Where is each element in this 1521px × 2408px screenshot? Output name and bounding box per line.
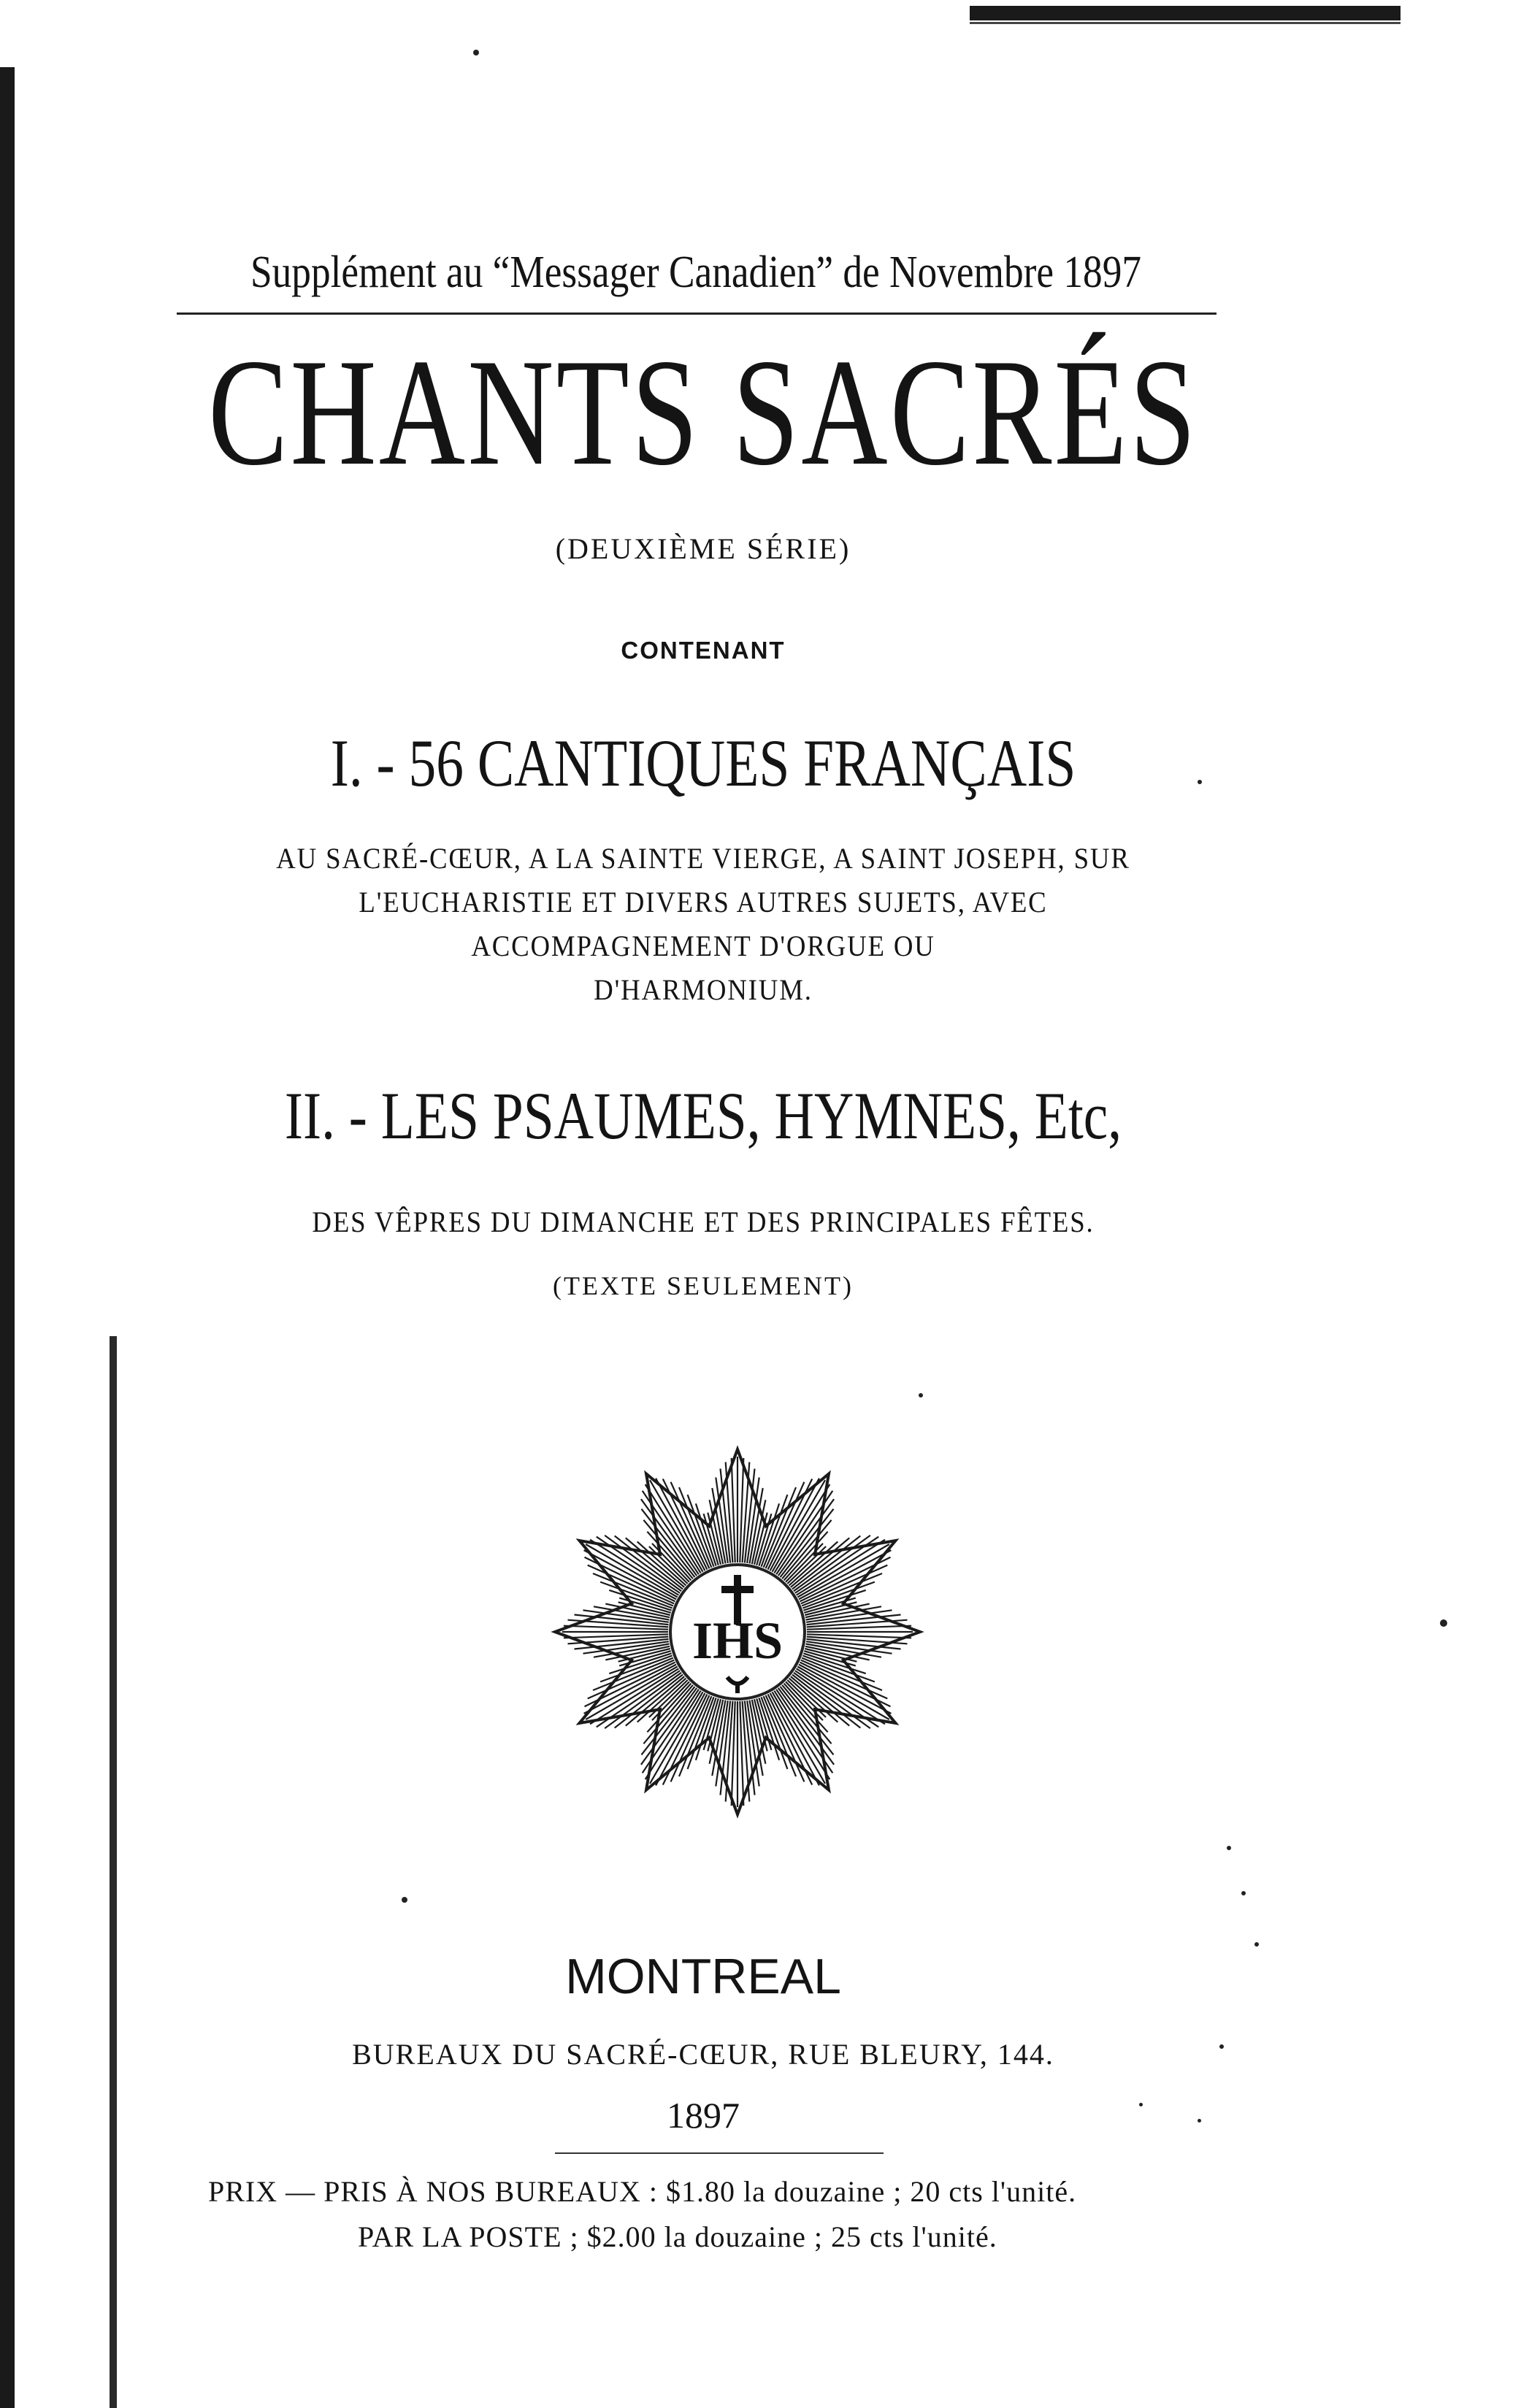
section-1-description-line: L'EUCHARISTIE ET DIVERS AUTRES SUJETS, AVEC — [359, 886, 1048, 919]
imprint-city: MONTREAL — [565, 1949, 841, 2004]
section-2-heading: II. - LES PSAUMES, HYMNES, Etc, — [284, 1078, 1122, 1153]
scan-speck — [473, 50, 479, 55]
scan-speck — [1254, 1942, 1259, 1947]
imprint-address: BUREAUX DU SACRÉ-CŒUR, RUE BLEURY, 144. — [352, 2038, 1054, 2071]
emblem-monogram: IHS — [691, 1611, 784, 1670]
scan-speck — [1241, 1891, 1246, 1895]
supplement-line: Supplément au “Messager Canadien” de Novembre 1897 — [250, 248, 1142, 297]
scan-speck — [1440, 1619, 1447, 1627]
section-2-note: (TEXTE SEULEMENT) — [553, 1271, 854, 1300]
section-1-description-line: AU SACRÉ-CŒUR, A LA SAINTE VIERGE, A SAINT JOSEPH, SUR — [276, 842, 1130, 875]
price-line-1: PRIX — PRIS À NOS BUREAUX : $1.80 la douzaine ; 20 cts l'unité. — [208, 2175, 1077, 2208]
section-1-heading: I. - 56 CANTIQUES FRANÇAIS — [330, 726, 1076, 800]
section-2-description: DES VÊPRES DU DIMANCHE ET DES PRINCIPALES FÊTES. — [312, 1205, 1095, 1238]
contents-label: CONTENANT — [621, 637, 786, 664]
scan-speck — [1227, 1846, 1231, 1850]
scan-speck — [1198, 780, 1202, 784]
supplement-rule — [177, 312, 1217, 315]
price-line-2: PAR LA POSTE ; $2.00 la douzaine ; 25 cts l'unité. — [358, 2220, 997, 2253]
imprint-year: 1897 — [667, 2095, 740, 2136]
series-label: (DEUXIÈME SÉRIE) — [555, 532, 851, 565]
scan-speck — [1139, 2103, 1143, 2106]
scan-speck — [402, 1897, 407, 1903]
section-1-description-line: ACCOMPAGNEMENT D'ORGUE OU — [471, 929, 935, 962]
scan-top-rule — [970, 6, 1401, 20]
scan-top-rule-thin — [970, 22, 1401, 24]
page-title: CHANTS SACRÉS — [208, 328, 1198, 497]
scan-inner-border — [110, 1336, 117, 2408]
scan-speck — [919, 1393, 923, 1397]
section-1-description-line: D'HARMONIUM. — [594, 973, 813, 1006]
ihs-sunburst-emblem-icon — [548, 1442, 927, 1822]
scan-speck — [1198, 2119, 1201, 2123]
imprint-rule — [555, 2152, 884, 2154]
scan-speck — [1219, 2044, 1224, 2049]
